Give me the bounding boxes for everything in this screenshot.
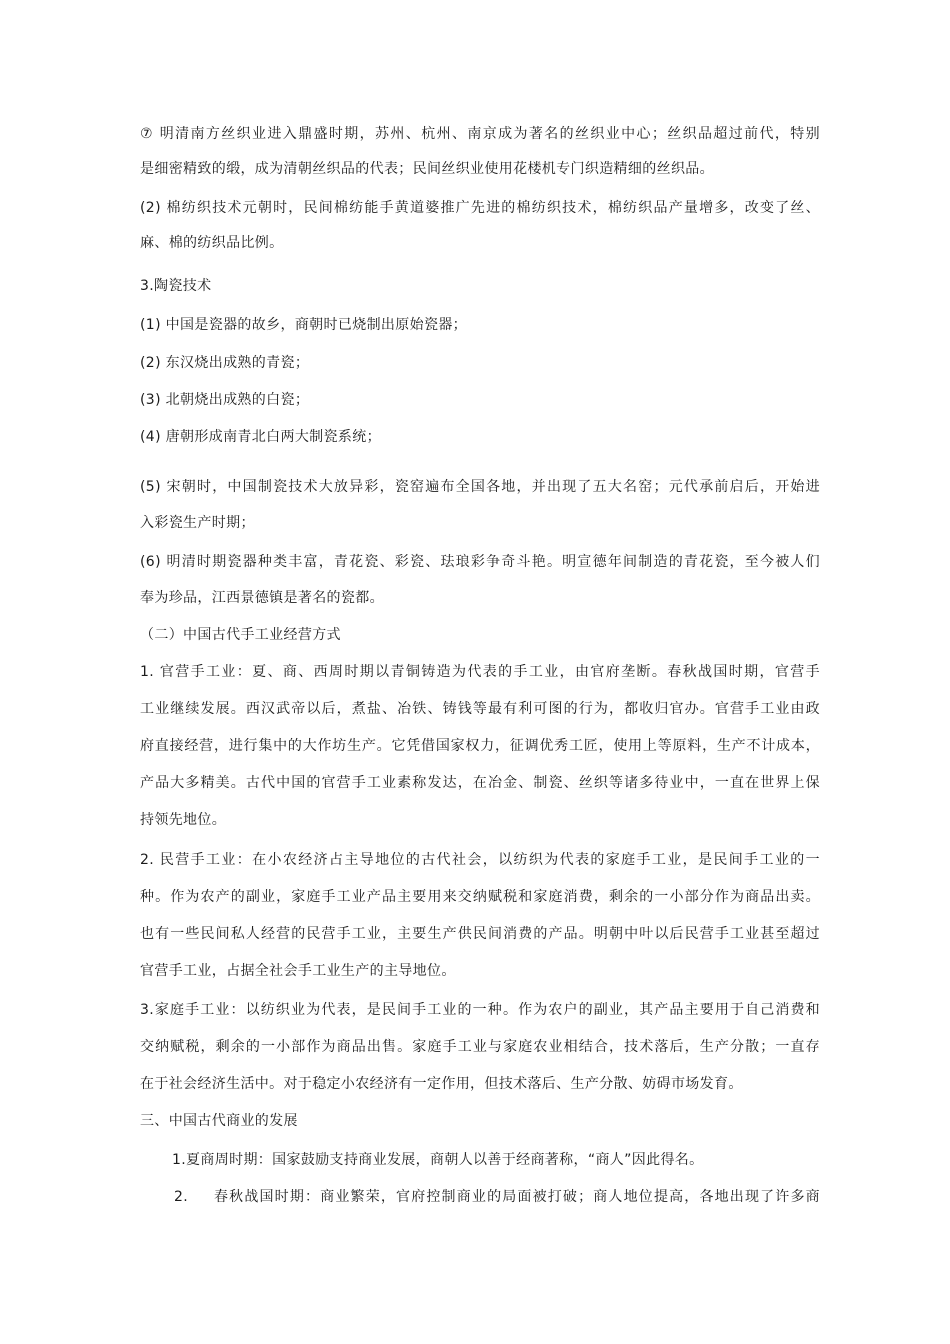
list-number: 2. (174, 1189, 189, 1205)
paragraph-line: 持领先地位。 (140, 812, 227, 828)
paragraph-line: 2. 民营手工业：在小农经济占主导地位的古代社会，以纺织为代表的家庭手工业，是民间手工业的一 (140, 852, 820, 868)
list-item: 1.夏商周时期：国家鼓励支持商业发展，商朝人以善于经商著称，“商人”因此得名。 (172, 1152, 704, 1168)
list-item: (6) 明清时期瓷器种类丰富，青花瓷、彩瓷、珐琅彩争奇斗艳。明宣德年间制造的青花瓷，至今被人们 (140, 554, 820, 570)
paragraph-line: 麻、棉的纺织品比例。 (140, 235, 284, 251)
paragraph-line: 也有一些民间私人经营的民营手工业，主要生产供民间消费的产品。明朝中叶以后民营手工业甚至超过 (140, 926, 820, 942)
paragraph-line: 府直接经营，进行集中的大作坊生产。它凭借国家权力，征调优秀工匠，使用上等原料，生产不计成本， (140, 738, 820, 754)
paragraph-line: 奉为珍品，江西景德镇是著名的瓷都。 (140, 590, 384, 606)
paragraph-line: 3.家庭手工业：以纺织业为代表，是民间手工业的一种。作为农户的副业，其产品主要用于自己消费和 (140, 1002, 820, 1018)
paragraph-line: 在于社会经济生活中。对于稳定小农经济有一定作用，但技术落后、生产分散、妨碍市场发育。 (140, 1076, 743, 1092)
paragraph-line: ⑦ 明清南方丝织业进入鼎盛时期，苏州、杭州、南京成为著名的丝织业中心；丝织品超过前代，特别 (140, 126, 820, 142)
paragraph-line: 入彩瓷生产时期； (140, 515, 255, 531)
list-item: (3) 北朝烧出成熟的白瓷； (140, 392, 310, 408)
section-heading: （二）中国古代手工业经营方式 (140, 627, 341, 643)
paragraph-line: 工业继续发展。西汉武帝以后，煮盐、冶铁、铸钱等最有利可图的行为，都收归官办。官营手工业由政 (140, 701, 820, 717)
section-heading: 三、中国古代商业的发展 (140, 1113, 298, 1129)
paragraph-line: 官营手工业，占据全社会手工业生产的主导地位。 (140, 963, 456, 979)
list-item: (2) 东汉烧出成熟的青瓷； (140, 355, 310, 371)
list-item: (4) 唐朝形成南青北白两大制瓷系统； (140, 429, 381, 445)
paragraph-line: 是细密精致的缎，成为清朝丝织品的代表；民间丝织业使用花楼机专门织造精细的丝织品。 (140, 161, 714, 177)
paragraph-line: 1. 官营手工业：夏、商、西周时期以青铜铸造为代表的手工业，由官府垄断。春秋战国时期，官营手 (140, 664, 820, 680)
paragraph-line: 交纳赋税，剩余的一小部作为商品出售。家庭手工业与家庭农业相结合，技术落后，生产分散；一直存 (140, 1039, 820, 1055)
list-item: 春秋战国时期：商业繁荣，官府控制商业的局面被打破；商人地位提高，各地出现了许多商 (214, 1189, 820, 1205)
list-item: (5) 宋朝时，中国制瓷技术大放异彩，瓷窑遍布全国各地，并出现了五大名窑；元代承前启后，开始进 (140, 479, 820, 495)
paragraph-line: 产品大多精美。古代中国的官营手工业素称发达，在冶金、制瓷、丝织等诸多待业中，一直在世界上保 (140, 775, 820, 791)
section-heading: 3.陶瓷技术 (140, 278, 212, 294)
paragraph-line: 种。作为农产的副业，家庭手工业产品主要用来交纳赋税和家庭消费，剩余的一小部分作为商品出卖。 (140, 889, 820, 905)
paragraph-line: (2) 棉纺织技术元朝时，民间棉纺能手黄道婆推广先进的棉纺织技术，棉纺织品产量增多，改变了丝、 (140, 200, 820, 216)
list-item: (1) 中国是瓷器的故乡，商朝时已烧制出原始瓷器； (140, 317, 468, 333)
